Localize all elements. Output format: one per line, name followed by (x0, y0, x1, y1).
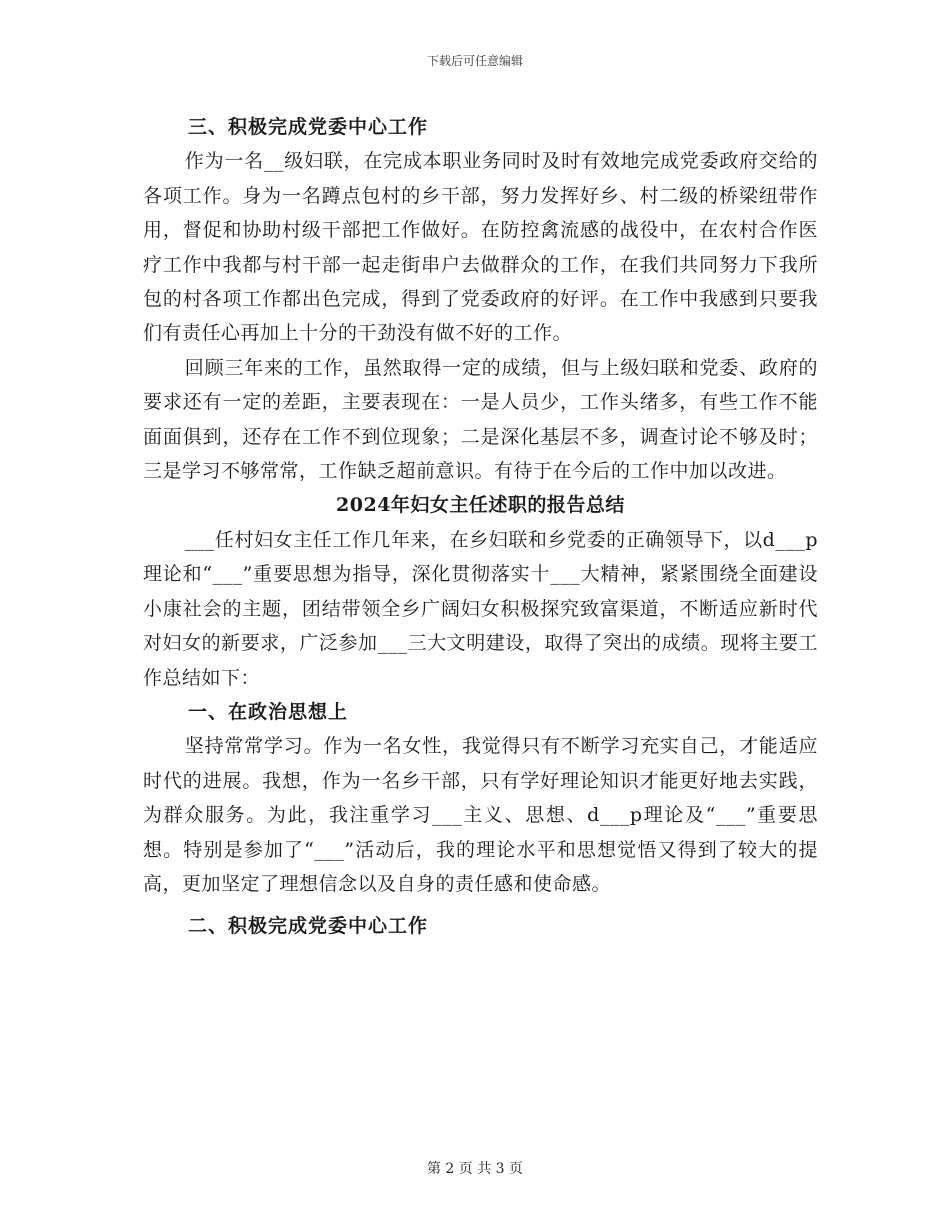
section-heading-2: 二、积极完成党委中心工作 (188, 915, 429, 938)
page-footer: 第 2 页 共 3 页 (426, 1161, 524, 1177)
paragraph: 回顾三年来的工作，虽然取得一定的成绩，但与上级妇联和党委、政府的要求还有一定的差距，主要表现在：一是人员少，工作头绪多，有些工作不能面面俱到，还存在工作不到位现象；二是深化基层不多，调查讨论不够及时；三是学习不够常常，工作缺乏超前意识。有待于在今后的工作中加以改进。 (143, 356, 818, 483)
paragraph: 作为一名__级妇联，在完成本职业务同时及时有效地完成党委政府交给的各项工作。身为一名蹲点包村的乡干部，努力发挥好乡、村二级的桥梁纽带作用，督促和协助村级干部把工作做好。在防控禽流感的战役中，在农村合作医疗工作中我都与村干部一起走街串户去做群众的工作，在我们共同努力下我所包的村各项工作都出色完成，得到了党委政府的好评。在工作中我感到只要我们有责任心再加上十分的干劲没有做不好的工作。 (143, 150, 818, 345)
document-title: 2024年妇女主任述职的报告总结 (336, 494, 625, 517)
section-heading-1: 一、在政治思想上 (188, 700, 349, 723)
section-heading-3: 三、积极完成党委中心工作 (188, 116, 429, 138)
paragraph: ___任村妇女主任工作几年来，在乡妇联和乡党委的正确领导下，以d___p理论和“___”重要思想为指导，深化贯彻落实十___大精神，紧紧围绕全面建设小康社会的主题，团结带领全乡广阔妇女积极探究致富渠道，不断适应新时代对妇女的新要求，广泛参加___三大文明建设，取得了突出的成绩。现将主要工作总结如下： (143, 528, 818, 689)
document-body (143, 110, 818, 944)
paragraph: 坚持常常学习。作为一名女性，我觉得只有不断学习充实自己，才能适应时代的进展。我想，作为一名乡干部，只有学好理论知识才能更好地去实践，为群众服务。为此，我注重学习___主义、思想、d___p理论及“___”重要思想。特别是参加了“___”活动后，我的理论水平和思想觉悟又得到了较大的提高，更加坚定了理想信念以及自身的责任感和使命感。 (143, 735, 818, 895)
page-header: 下载后可任意编辑 (426, 54, 523, 68)
spacer (143, 901, 818, 909)
